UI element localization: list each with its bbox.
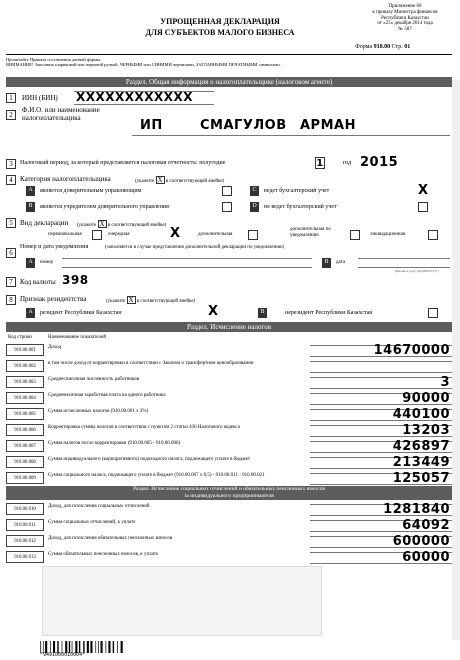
form-title-line2: ДЛЯ СУБЪЕКТОВ МАЛОГО БИЗНЕСА bbox=[145, 28, 295, 37]
decl-additional-notice-label: дополнительная по уведомлению bbox=[290, 227, 331, 238]
line-name: Среднемесячная заработная плата на одного работника bbox=[48, 393, 166, 398]
line-name: Корректировка суммы налогов в соответствии с пунктом 2 статьи 436 Налогового кодекса bbox=[48, 425, 240, 430]
decl-regular-checkbox[interactable]: X bbox=[170, 226, 181, 241]
cat-c-letter: C bbox=[250, 186, 259, 196]
field-number-7: 7 bbox=[6, 277, 16, 287]
hint-x: X bbox=[157, 176, 163, 184]
resident-label: Признак резидентства bbox=[20, 295, 87, 303]
line-value[interactable]: 3 bbox=[440, 375, 450, 390]
decl-liquidation-label: ликвидационная bbox=[370, 232, 406, 237]
resident-b-letter: B bbox=[258, 308, 267, 318]
decl-hint-b: в соответствующей ячейке) bbox=[107, 223, 167, 228]
cat-c-label: ведет бухгалтерский учет bbox=[264, 188, 330, 194]
line-code: 910.00.006 bbox=[6, 424, 44, 436]
cat-a-checkbox[interactable] bbox=[222, 186, 232, 196]
section3-title-line2: за индивидуального предпринимателя bbox=[184, 492, 274, 499]
notice-date-input[interactable] bbox=[358, 258, 450, 268]
decl-notice-checkbox[interactable] bbox=[350, 230, 360, 240]
line-code: 910.00.010 bbox=[6, 503, 44, 515]
line-value[interactable]: 64092 bbox=[402, 518, 450, 533]
hint-x: X bbox=[99, 220, 105, 228]
section3-header bbox=[6, 486, 452, 500]
col-name-header: Наименование показателей bbox=[48, 335, 107, 340]
line-code: 910.00.012 bbox=[6, 535, 44, 547]
section1-header: Раздел. Общая информация о налогоплательщике (налоговом агенте) bbox=[6, 77, 452, 87]
line-value[interactable]: 600000 bbox=[392, 534, 450, 549]
decl-label: Вид декларации bbox=[20, 219, 69, 227]
cat-d-checkbox[interactable] bbox=[418, 202, 428, 212]
line-name: Сумма социальных отчислений, к уплате bbox=[48, 520, 136, 525]
barcode-number: *9491000010004* bbox=[40, 652, 86, 658]
iin-value[interactable]: XXXXXXXXXXXX bbox=[76, 90, 194, 104]
line-name: Сумма исчисленных налогов (910.00.001 x 3%) bbox=[48, 409, 149, 414]
cat-d-label: не ведет бухгалтерский учет bbox=[264, 204, 337, 210]
line-code: 910.00.002 bbox=[6, 360, 44, 372]
notice-number-label: номер bbox=[40, 260, 53, 265]
field-number-4: 4 bbox=[6, 175, 16, 185]
note-line: ВНИМАНИЕ! Заполнять шариковой или перьевой ручкой, ЧЕРНЫМИ или СИНИМИ чернилами, ЗАГЛАВНЫМИ ПЕЧАТНЫМИ символами. bbox=[6, 62, 281, 68]
currency-value[interactable]: 398 bbox=[62, 273, 89, 287]
bottom-empty-area bbox=[42, 566, 322, 636]
cat-d-letter: D bbox=[250, 202, 259, 212]
page-number: 01 bbox=[404, 44, 411, 50]
decl-initial-checkbox[interactable] bbox=[92, 230, 102, 240]
resident-a-label: резидент Республики Казахстан bbox=[40, 310, 122, 316]
resident-hint-b: в соответствующей ячейке) bbox=[136, 299, 196, 304]
category-hint-b: в соответствующей ячейке) bbox=[165, 179, 225, 184]
decl-hint-a: (укажите bbox=[77, 223, 97, 228]
hint-x: X bbox=[128, 296, 134, 304]
page-label: Стр. bbox=[391, 44, 403, 50]
cat-b-checkbox[interactable] bbox=[222, 202, 232, 212]
period-label: Налоговый период, за который представляется налоговая отчетность: полугодие bbox=[20, 160, 226, 166]
margin-stripe bbox=[452, 80, 460, 640]
line-value[interactable]: 60000 bbox=[402, 550, 450, 565]
line-code: 910.00.013 bbox=[6, 551, 44, 563]
line-value[interactable]: 440100 bbox=[392, 407, 450, 422]
appendix-line: № 587 bbox=[398, 27, 412, 32]
line-name: Среднесписочная численность работников bbox=[48, 377, 139, 382]
note-line: Прочитайте Правила составления данной формы. bbox=[6, 57, 102, 62]
line-value[interactable]: 13203 bbox=[402, 423, 450, 438]
field-number-3: 3 bbox=[6, 159, 16, 169]
notice-date-label: дата bbox=[336, 260, 346, 265]
section2-header: Раздел. Исчисление налогов bbox=[6, 322, 452, 332]
period-year-label: год bbox=[343, 160, 352, 166]
line-value-cells[interactable] bbox=[310, 361, 452, 373]
appendix-line: Республики Казахстан bbox=[381, 15, 429, 21]
line-name: Доход, для исчисления обязательных пенсионных взносов bbox=[48, 536, 173, 541]
field-number-2: 2 bbox=[6, 110, 16, 120]
cat-a-letter: A bbox=[26, 186, 35, 196]
section3-title-line1: Раздел. Исчисление социальных отчислений и обязательных пенсионных взносов bbox=[132, 486, 325, 492]
line-code: 910.00.009 bbox=[6, 472, 44, 484]
line-value[interactable]: 426897 bbox=[392, 439, 450, 454]
line-code: 910.00.005 bbox=[6, 408, 44, 420]
decl-additional-label: дополнительная bbox=[198, 232, 233, 237]
category-label: Категория налогоплательщика bbox=[20, 175, 111, 183]
field-number-5: 5 bbox=[6, 218, 16, 228]
line-value[interactable]: 14670000 bbox=[373, 343, 450, 358]
line-name: Доход, для исчисления социальных отчислений bbox=[48, 504, 150, 509]
period-half[interactable]: 1 bbox=[316, 158, 324, 169]
notice-label: Номер и дата уведомления bbox=[20, 244, 89, 250]
appendix-block bbox=[355, 4, 455, 33]
resident-hint-a: (укажите bbox=[106, 299, 126, 304]
line-value[interactable]: 1281840 bbox=[383, 502, 450, 517]
line-code: 910.00.004 bbox=[6, 392, 44, 404]
line-name: в том числе доход от корректировки в соответствии с Законом о трансфертном ценообразовании bbox=[48, 361, 254, 366]
line-value[interactable]: 213449 bbox=[392, 455, 450, 470]
line-code: 910.00.008 bbox=[6, 456, 44, 468]
category-hint bbox=[135, 176, 224, 185]
barcode-icon bbox=[40, 640, 125, 652]
decl-hint bbox=[77, 220, 166, 229]
appendix-line: от «25» декабря 2014 года bbox=[377, 21, 433, 27]
fio-value-1[interactable]: ИП bbox=[140, 118, 163, 133]
period-year[interactable]: 2015 bbox=[360, 155, 399, 170]
line-code: 910.00.011 bbox=[6, 519, 44, 531]
field-number-6: 6 bbox=[6, 248, 16, 258]
line-name: Сумма обязательных пенсионных взносов, к уплате bbox=[48, 552, 159, 557]
form-title-line1: УПРОЩЕННАЯ ДЕКЛАРАЦИЯ bbox=[160, 17, 280, 26]
form-number: 910.00 bbox=[373, 44, 391, 50]
iin-label: ИИН (БИН) bbox=[22, 94, 58, 102]
cat-b-letter: B bbox=[26, 202, 35, 212]
line-name: Доход bbox=[48, 345, 61, 350]
resident-hint bbox=[106, 296, 195, 305]
cat-c-checkbox[interactable]: X bbox=[418, 183, 429, 198]
decl-additional-checkbox[interactable] bbox=[248, 230, 258, 240]
field-number-1: 1 bbox=[6, 93, 16, 103]
line-value[interactable]: 90000 bbox=[402, 391, 450, 406]
fio-label: Ф.И.О. или наименование налогоплательщика bbox=[22, 106, 100, 123]
line-code: 910.00.007 bbox=[6, 440, 44, 452]
appendix-line: к приказу Министра финансов bbox=[372, 9, 438, 15]
resident-b-label: нерезидент Республики Казахстан bbox=[285, 310, 373, 316]
col-code-header: Код строки bbox=[8, 335, 32, 340]
currency-label: Код валюты bbox=[20, 278, 56, 286]
line-name: Сумма индивидуального (корпоративного) подоходного налога, подлежащего уплате в бюджет bbox=[48, 457, 251, 462]
line-value[interactable]: 125057 bbox=[392, 471, 450, 486]
form-label: Форма bbox=[355, 44, 373, 50]
notice-hint: (заполняется в случае представления дополнительной декларации по уведомлению) bbox=[105, 245, 285, 250]
form-number-line bbox=[355, 44, 410, 51]
category-hint-a: (укажите bbox=[135, 179, 155, 184]
fio-value-3[interactable]: АРМАН bbox=[300, 118, 356, 133]
notice-a-letter: A bbox=[26, 258, 35, 268]
fio-cells bbox=[132, 135, 450, 136]
fio-value-2[interactable]: СМАГУЛОВ bbox=[200, 118, 287, 133]
notice-b-letter: B bbox=[322, 258, 331, 268]
resident-a-letter: A bbox=[26, 308, 35, 318]
field-number-8: 8 bbox=[6, 295, 16, 305]
line-code: 910.00.001 bbox=[6, 344, 44, 356]
line-code: 910.00.003 bbox=[6, 376, 44, 388]
header-divider bbox=[6, 54, 452, 55]
resident-b-checkbox[interactable] bbox=[428, 308, 438, 318]
notice-number-input[interactable] bbox=[62, 258, 312, 268]
form-title bbox=[120, 16, 320, 38]
cat-b-label: является учредителем доверительного управления bbox=[40, 204, 169, 210]
line-name: Сумма социального налога, подлежащего уплате в бюджет (910.00.007 x 0,5) - 910.00.011 - 910.00.021 bbox=[48, 473, 265, 478]
line-name: Сумма налогов после корректировки (910.00.005 - 910.00.006) bbox=[48, 441, 181, 446]
appendix-line: Приложение 68 bbox=[388, 4, 422, 9]
decl-initial-label: первоначальная bbox=[48, 232, 82, 237]
line-value-cells[interactable] bbox=[310, 377, 452, 389]
decl-regular-label: очередная bbox=[108, 232, 130, 237]
resident-a-checkbox[interactable]: X bbox=[208, 304, 219, 319]
notice-date-hint: (Введите дату ДД.ММ.ГГГГ) bbox=[395, 269, 439, 273]
notes bbox=[6, 57, 281, 68]
decl-liquidation-checkbox[interactable] bbox=[428, 230, 438, 240]
cat-a-label: является доверительным управляющим bbox=[40, 188, 142, 194]
